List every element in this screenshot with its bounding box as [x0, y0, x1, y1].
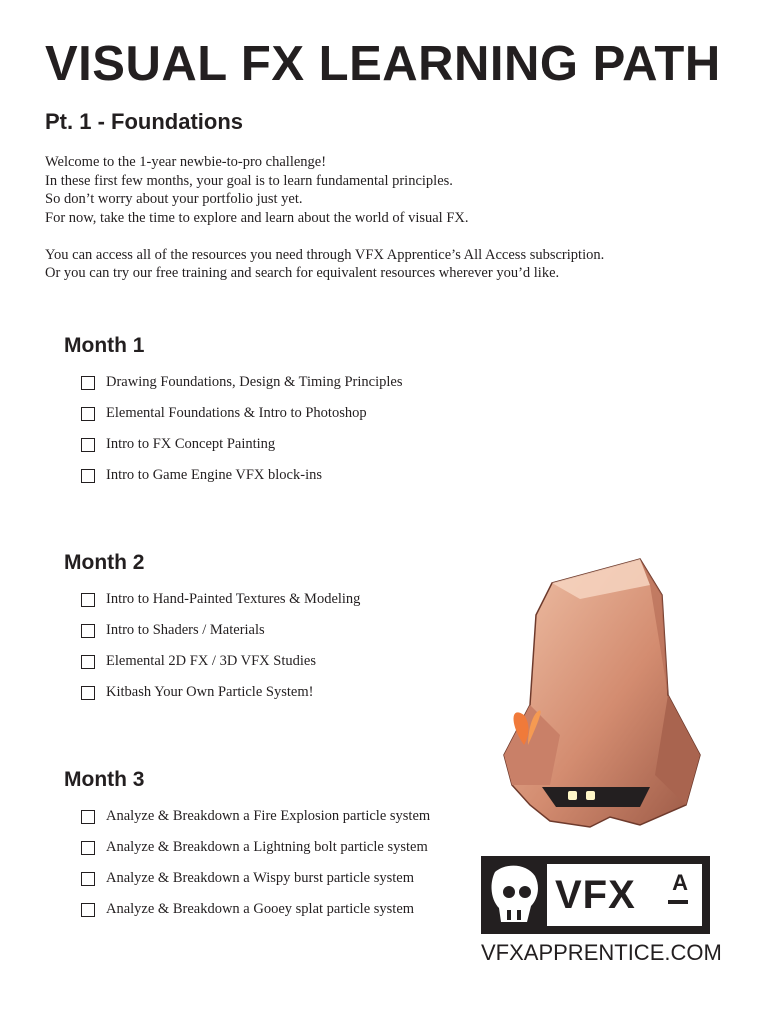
- checkbox-icon[interactable]: [81, 376, 95, 390]
- checklist-item[interactable]: [81, 832, 430, 863]
- month-1-section: [64, 334, 402, 491]
- month-3-section: [64, 768, 430, 925]
- task-label: Analyze & Breakdown a Fire Explosion particle system: [106, 808, 431, 824]
- checkbox-icon[interactable]: [81, 469, 95, 483]
- intro-line: In these first few months, your goal is to learn fundamental principles.: [45, 172, 453, 189]
- checklist-item[interactable]: [81, 429, 402, 460]
- intro-line: Or you can try our free training and search for equivalent resources wherever you’d like.: [45, 265, 560, 281]
- checklist-item[interactable]: [81, 615, 360, 646]
- intro-text: [45, 153, 685, 301]
- task-label: Intro to Game Engine VFX block-ins: [106, 467, 322, 483]
- checklist-item[interactable]: [81, 863, 430, 894]
- task-label: Elemental 2D FX / 3D VFX Studies: [106, 653, 316, 669]
- checklist-item[interactable]: [81, 460, 402, 491]
- checklist-item[interactable]: [81, 584, 360, 615]
- checkbox-icon[interactable]: [81, 841, 95, 855]
- intro-line: So don’t worry about your portfolio just yet.: [45, 191, 303, 207]
- checklist-item[interactable]: [81, 367, 402, 398]
- checklist-item[interactable]: [81, 398, 402, 429]
- month-heading: Month 3: [64, 768, 145, 791]
- rock-creature-illustration: [490, 555, 720, 840]
- page-subtitle: Pt. 1 - Foundations: [45, 109, 243, 134]
- intro-line: For now, take the time to explore and learn about the world of visual FX.: [45, 209, 469, 226]
- checkbox-icon[interactable]: [81, 872, 95, 886]
- task-label: Analyze & Breakdown a Lightning bolt particle system: [106, 839, 428, 855]
- task-label: Kitbash Your Own Particle System!: [106, 684, 314, 700]
- checklist-item[interactable]: [81, 677, 360, 708]
- task-label: Drawing Foundations, Design & Timing Principles: [106, 374, 403, 390]
- checklist-item[interactable]: [81, 801, 430, 832]
- logo-underline: [668, 900, 688, 904]
- task-label: Intro to Shaders / Materials: [106, 622, 265, 638]
- month-heading: Month 2: [64, 551, 145, 574]
- month-2-section: [64, 551, 360, 708]
- task-label: Analyze & Breakdown a Wispy burst particle system: [106, 870, 415, 886]
- checklist-item[interactable]: [81, 894, 430, 925]
- checkbox-icon[interactable]: [81, 903, 95, 917]
- checkbox-icon[interactable]: [81, 624, 95, 638]
- task-label: Intro to Hand-Painted Textures & Modeling: [106, 591, 361, 607]
- checkbox-icon[interactable]: [81, 686, 95, 700]
- task-label: Analyze & Breakdown a Gooey splat particle system: [106, 901, 415, 917]
- intro-line: Welcome to the 1-year newbie-to-pro challenge!: [45, 154, 327, 170]
- checkbox-icon[interactable]: [81, 438, 95, 452]
- intro-paragraph-2: [45, 246, 685, 283]
- checkbox-icon[interactable]: [81, 655, 95, 669]
- logo-wordmark-panel: [547, 864, 702, 926]
- logo-wordmark: VFX: [555, 873, 636, 917]
- task-label: Intro to FX Concept Painting: [106, 436, 276, 452]
- task-label: Elemental Foundations & Intro to Photoshop: [106, 405, 367, 421]
- intro-line: You can access all of the resources you need through VFX Apprentice’s All Access subscription.: [45, 246, 605, 263]
- website-url[interactable]: VFXAPPRENTICE.COM: [481, 940, 722, 965]
- logo-superscript: A: [672, 870, 688, 895]
- page-title: VISUAL FX LEARNING PATH: [45, 37, 721, 91]
- checkbox-icon[interactable]: [81, 407, 95, 421]
- skull-mark-icon: [487, 862, 543, 928]
- vfx-apprentice-logo: [481, 856, 710, 934]
- month-heading: Month 1: [64, 334, 145, 357]
- checkbox-icon[interactable]: [81, 593, 95, 607]
- checklist-item[interactable]: [81, 646, 360, 677]
- intro-paragraph-1: [45, 153, 685, 227]
- checkbox-icon[interactable]: [81, 810, 95, 824]
